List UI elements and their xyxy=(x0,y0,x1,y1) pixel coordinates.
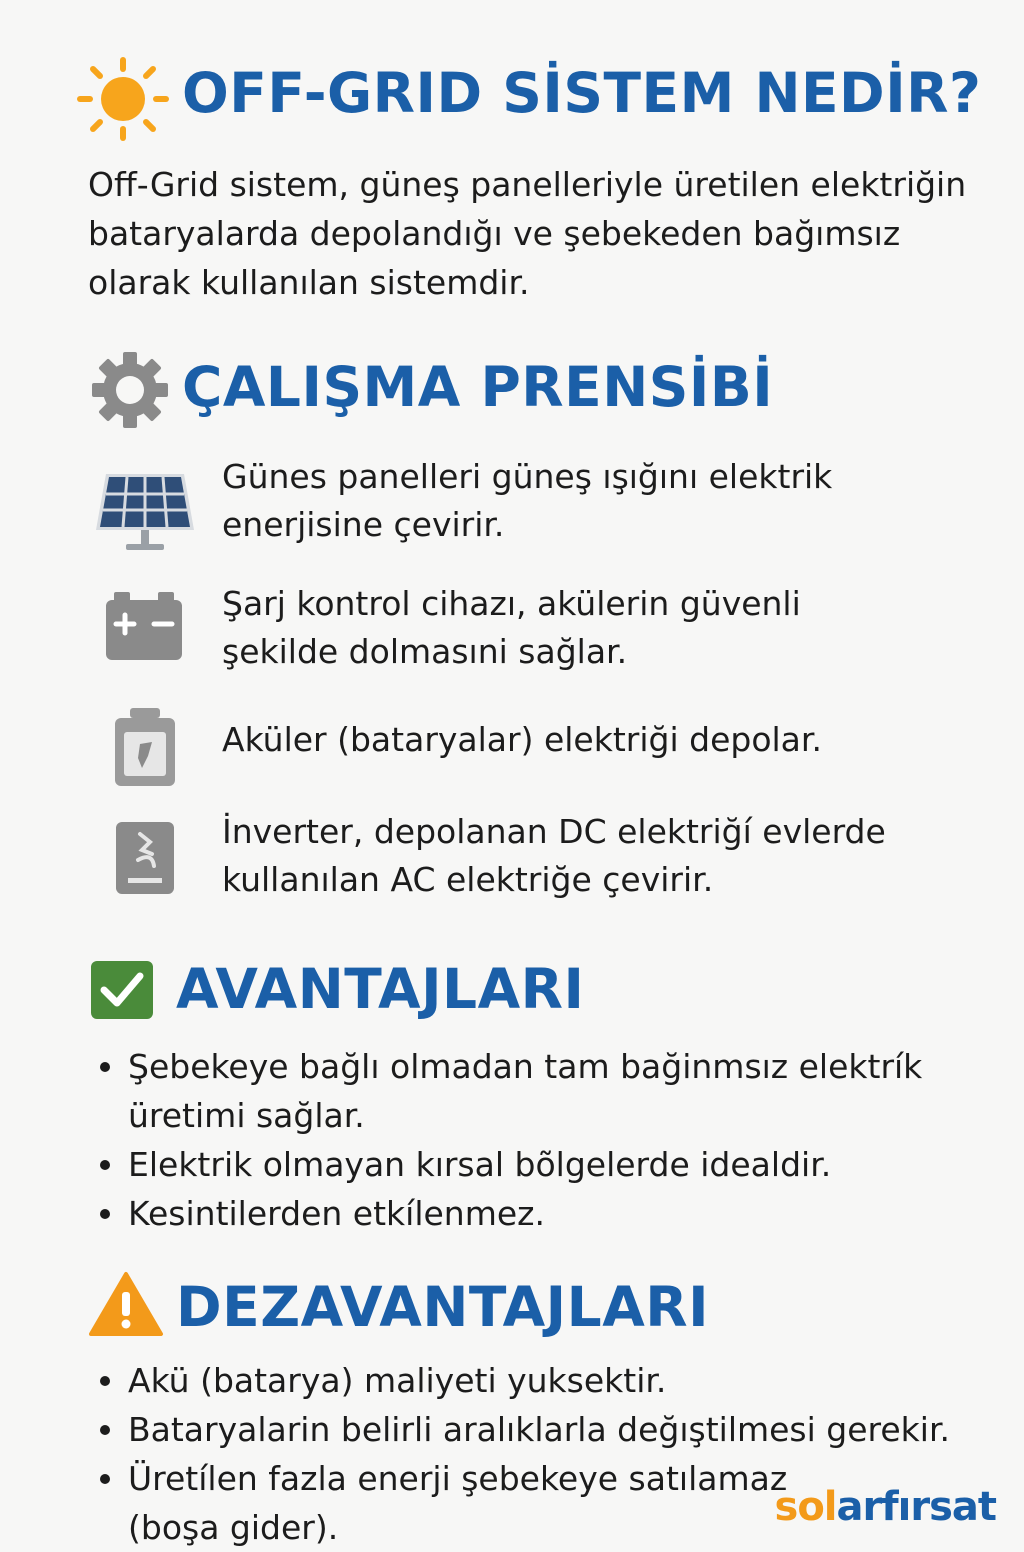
principle-item-battery xyxy=(222,716,822,764)
item-line: İnverter, depolanan DC elektriğí evlerde xyxy=(222,812,886,851)
principle-item-inverter xyxy=(222,808,886,904)
gear-icon xyxy=(90,350,170,430)
item-line: Bataryalarin belirli aralıklarla değıştilmesi gerekir. xyxy=(128,1410,950,1449)
principle-item-solar xyxy=(222,453,832,549)
inverter-icon xyxy=(114,820,176,896)
item-line: Günes panelleri güneş ışığını elektrik xyxy=(222,457,833,496)
item-line: (boşa gider). xyxy=(128,1508,339,1547)
list-item xyxy=(98,1356,998,1405)
list-item xyxy=(98,1042,978,1140)
section-title-advantages: AVANTAJLARI xyxy=(176,957,585,1021)
section-title-principle: ÇALIŞMA PRENSİBİ xyxy=(182,355,774,419)
logo-part-1: sol xyxy=(774,1484,837,1530)
advantages-list xyxy=(98,1042,978,1238)
brand-logo xyxy=(775,1484,996,1530)
item-line: şekilde dolmasıni sağlar. xyxy=(222,632,628,671)
item-line: üretimi sağlar. xyxy=(128,1096,365,1135)
item-line: kullanılan AC elektriğe çevirir. xyxy=(222,860,714,899)
list-item xyxy=(98,1140,978,1189)
list-item xyxy=(98,1189,978,1238)
intro-line: Off-Grid sistem, güneş panelleriyle üretilen elektriğin xyxy=(88,165,967,204)
logo-part-2: arfırsat xyxy=(836,1484,996,1530)
battery-charger-icon xyxy=(104,590,184,662)
intro-paragraph xyxy=(88,160,988,307)
sun-icon xyxy=(76,56,170,142)
intro-line: olarak kullanılan sistemdir. xyxy=(88,263,530,302)
battery-icon xyxy=(112,706,178,788)
section-title-disadvantages: DEZAVANTAJLARI xyxy=(176,1275,710,1339)
list-item xyxy=(98,1405,998,1454)
checkmark-icon xyxy=(90,960,154,1020)
item-line: Elektrik olmayan kırsal bõlgelerde idealdir. xyxy=(128,1145,832,1184)
item-line: Şebekeye bağlı olmadan tam bağinmsız elektrík xyxy=(128,1047,923,1086)
item-line: Üretílen fazla enerji şebekeye satılamaz xyxy=(128,1459,788,1498)
principle-item-charger xyxy=(222,580,801,676)
item-line: Aküler (bataryalar) elektriği depolar. xyxy=(222,720,822,759)
solar-panel-icon xyxy=(92,470,198,554)
item-line: Şarj kontrol cihazı, akülerin güvenli xyxy=(222,584,801,623)
section-title-intro: OFF-GRID SİSTEM NEDİR? xyxy=(182,61,982,125)
warning-icon xyxy=(88,1270,164,1338)
intro-line: bataryalarda depolandığı ve şebekeden bağımsız xyxy=(88,214,901,253)
item-line: Akü (batarya) maliyeti yuksektir. xyxy=(128,1361,667,1400)
item-line: enerjisine çevirir. xyxy=(222,505,505,544)
item-line: Kesintilerden etkílenmez. xyxy=(128,1194,545,1233)
